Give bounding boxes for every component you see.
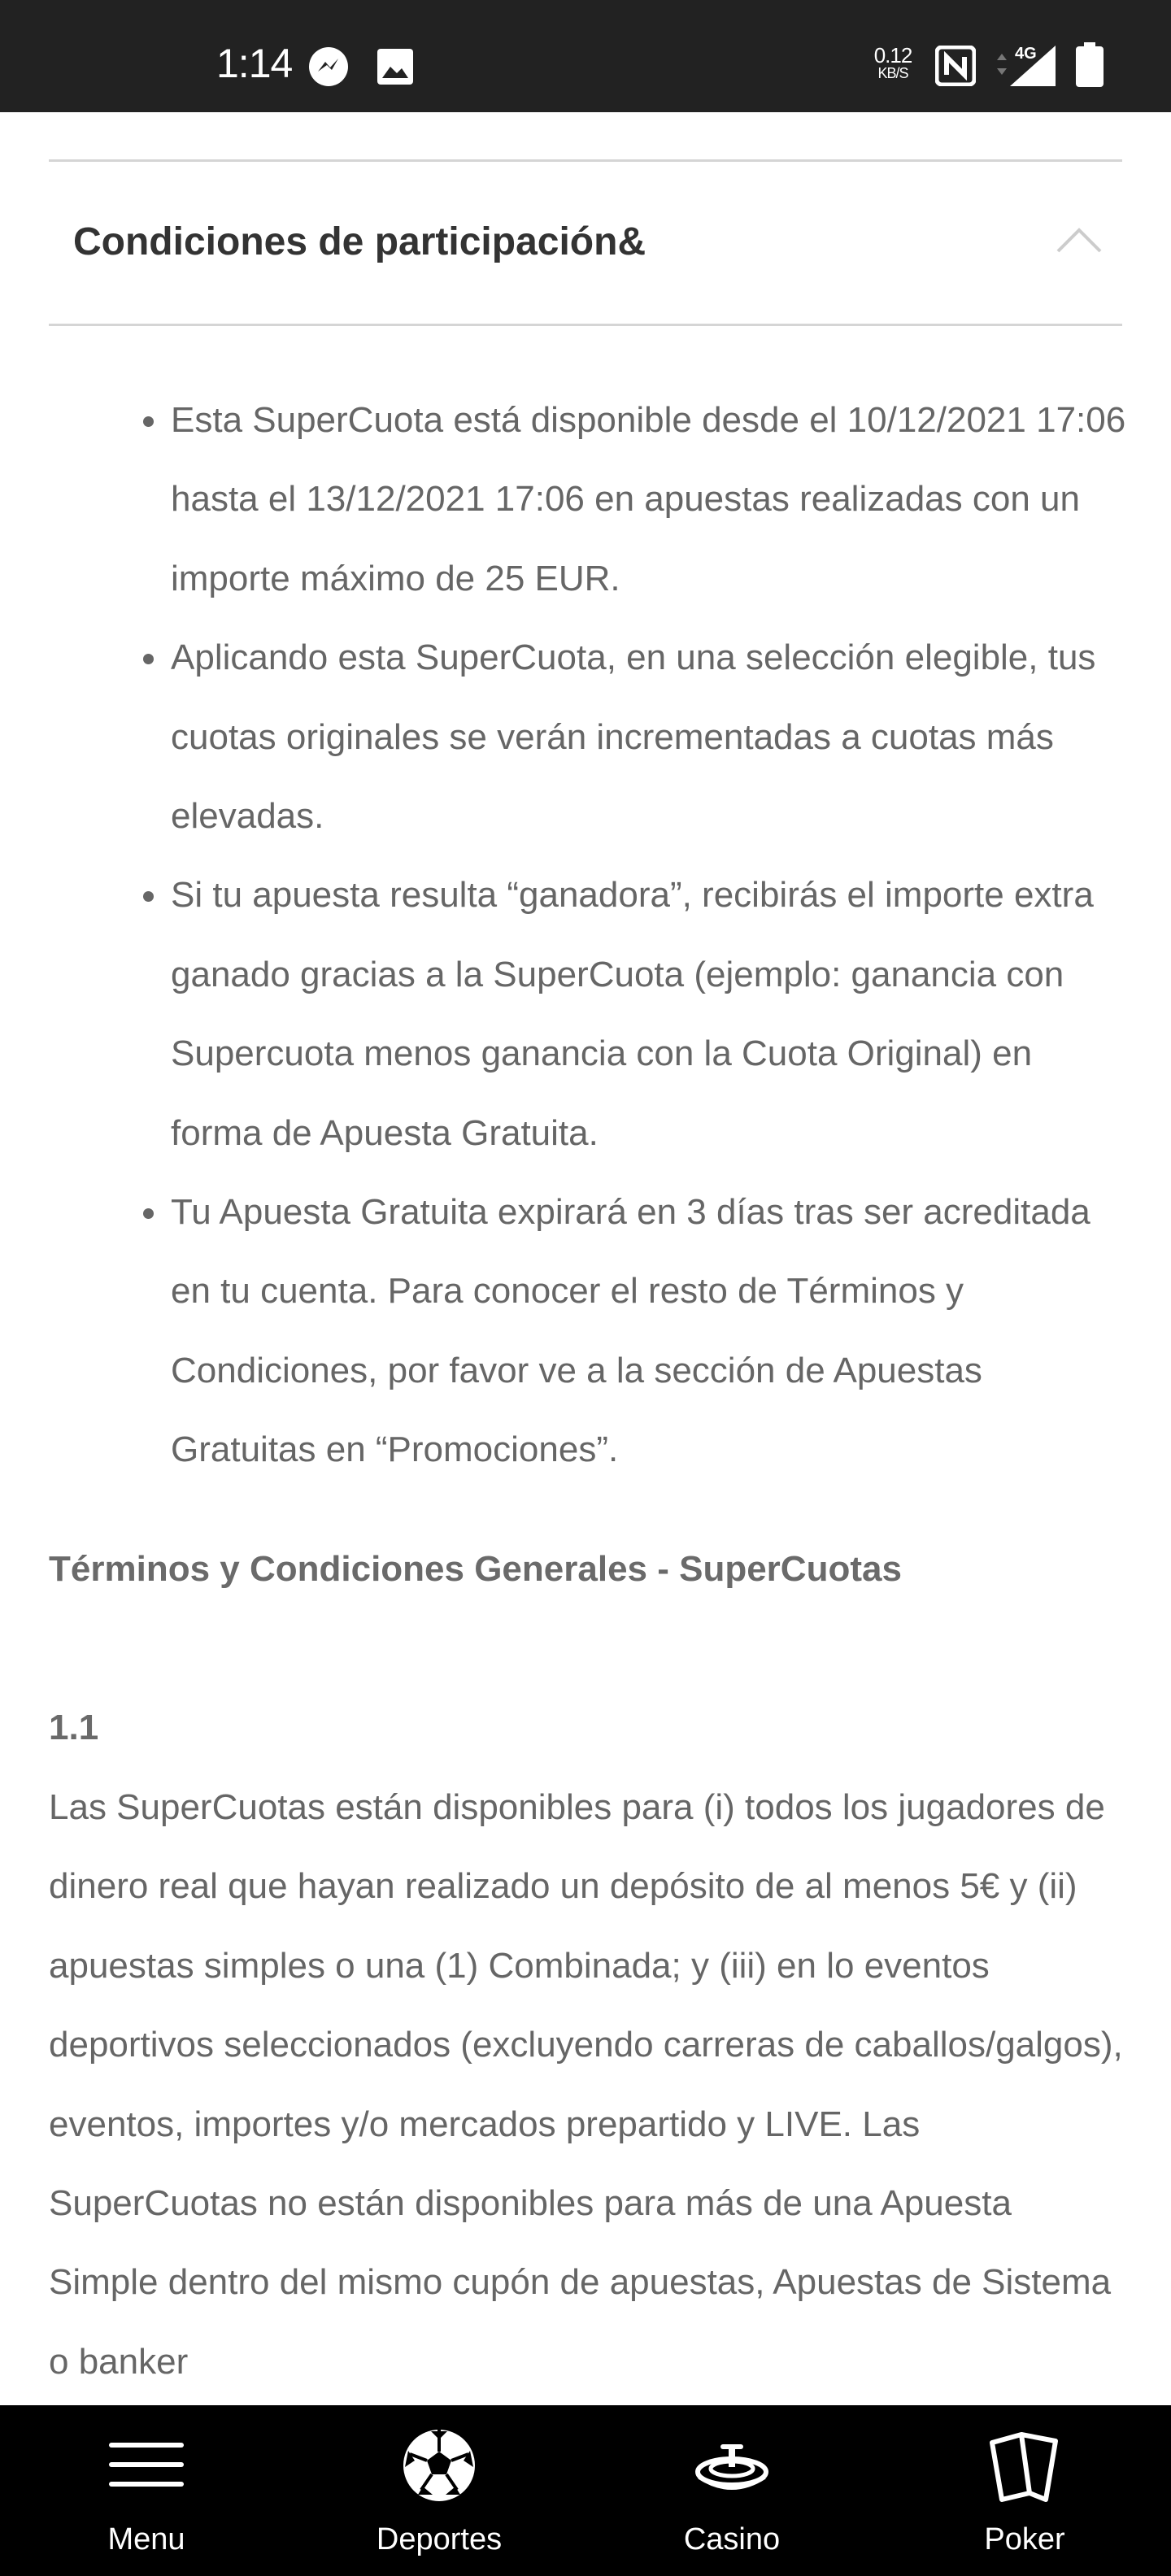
divider-accordion bbox=[49, 324, 1122, 326]
messenger-icon bbox=[307, 46, 350, 88]
network-speed-value: 0.12 bbox=[873, 43, 912, 67]
battery-icon bbox=[1075, 42, 1104, 88]
network-speed bbox=[867, 43, 919, 81]
list-item: Si tu apuesta resulta “ganadora”, recibirás el importe extra ganado gracias a la SuperCuota (ejemplo: ganancia con Supercuota menos ganancia con la Cuota Original) en forma de Apuesta Gratuita. bbox=[130, 855, 1130, 1173]
hamburger-menu-icon bbox=[106, 2425, 187, 2506]
nfc-icon bbox=[935, 46, 976, 86]
roulette-icon bbox=[691, 2425, 773, 2506]
bottom-nav bbox=[0, 2405, 1171, 2576]
nav-label-menu: Menu bbox=[107, 2522, 185, 2556]
status-time: 1:14 bbox=[216, 41, 293, 86]
nav-item-casino[interactable] bbox=[586, 2405, 878, 2576]
status-bar bbox=[0, 0, 1171, 112]
signal-4g-icon bbox=[992, 42, 1057, 88]
list-item: Aplicando esta SuperCuota, en una selección elegible, tus cuotas originales se verán incrementadas a cuotas más elevadas. bbox=[130, 618, 1130, 855]
poker-cards-icon bbox=[984, 2425, 1065, 2506]
accordion-title: Condiciones de participación& bbox=[73, 220, 646, 263]
nav-label-casino: Casino bbox=[683, 2522, 781, 2556]
divider-top bbox=[49, 159, 1122, 162]
promo-terms-content[interactable] bbox=[0, 112, 1171, 2405]
nav-item-deportes[interactable] bbox=[293, 2405, 586, 2576]
nav-label-poker: Poker bbox=[984, 2522, 1065, 2556]
nav-label-deportes: Deportes bbox=[376, 2522, 503, 2556]
clause-text: Las SuperCuotas están disponibles para (i) todos los jugadores de dinero real que hayan realizado un depósito de al menos 5€ y (ii) apuestas simples o una (1) Combinada; y (iii) en lo eventos deportivos seleccionados (excluyendo carreras de caballos/galgos), eventos, importes y/o mercados prepartido y LIVE. Las SuperCuotas no están disponibles para más de una Apuesta Simple dentro del mismo cupón de apuestas, Apuestas de Sistema o banker bbox=[49, 1787, 1123, 2382]
general-terms-heading: Términos y Condiciones Generales - SuperCuotas bbox=[49, 1549, 902, 1589]
soccer-ball-icon bbox=[398, 2425, 480, 2506]
list-item: Tu Apuesta Gratuita expirará en 3 días tras ser acreditada en tu cuenta. Para conocer el resto de Términos y Condiciones, por favor ve a la sección de Apuestas Gratuitas en “Promociones”. bbox=[130, 1173, 1130, 1490]
chevron-up-icon[interactable] bbox=[1056, 226, 1103, 254]
nav-item-poker[interactable] bbox=[878, 2405, 1171, 2576]
nav-item-menu[interactable] bbox=[0, 2405, 293, 2576]
gallery-icon bbox=[376, 47, 415, 86]
participation-terms-list bbox=[130, 381, 1130, 1490]
svg-text:4G: 4G bbox=[1015, 45, 1037, 63]
clause-number: 1.1 bbox=[49, 1708, 99, 1747]
list-item: Esta SuperCuota está disponible desde el 10/12/2021 17:06 hasta el 13/12/2021 17:06 en apuestas realizadas con un importe máximo de 25 EUR. bbox=[130, 381, 1130, 618]
network-speed-unit: KB/S bbox=[877, 65, 908, 81]
